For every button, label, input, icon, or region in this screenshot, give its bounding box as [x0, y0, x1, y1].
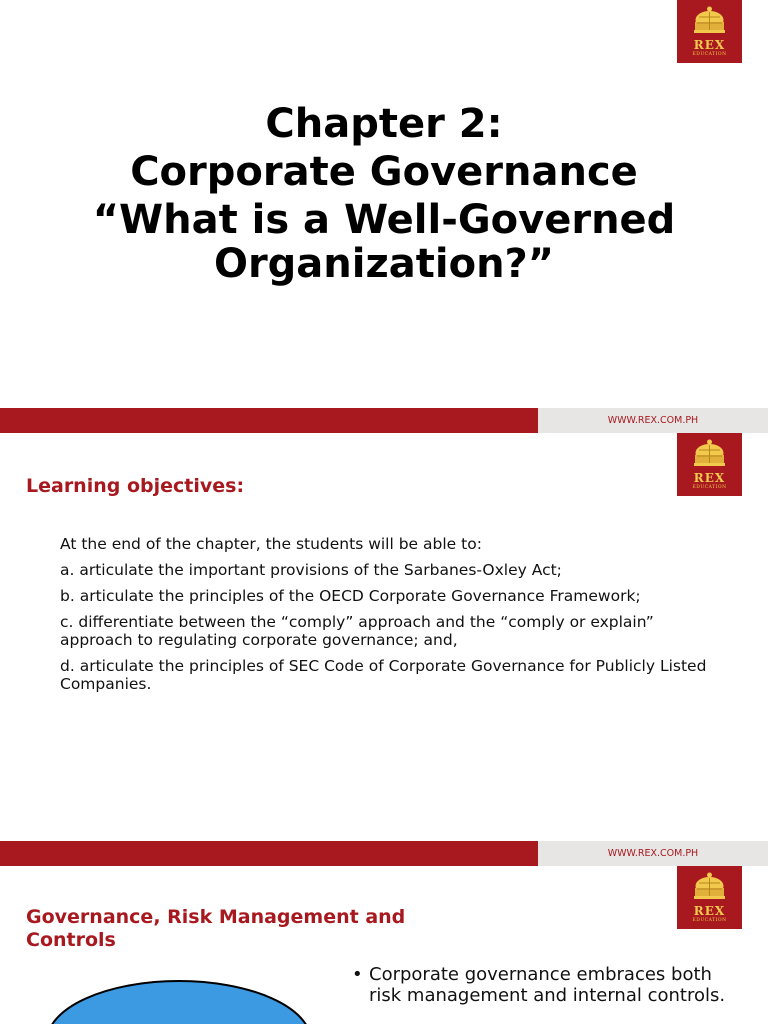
section-heading: Learning objectives:: [26, 475, 245, 497]
logo-wordmark: REX: [693, 904, 726, 918]
logo-subtext: EDUCATION: [692, 52, 727, 57]
logo-wordmark: REX: [693, 471, 726, 485]
footer-website-link[interactable]: WWW.REX.COM.PH: [607, 415, 699, 426]
logo-subtext: EDUCATION: [692, 485, 727, 490]
footer-red-bar: [0, 841, 538, 866]
slide-governance-risk: [0, 866, 768, 1024]
objective-item: b. articulate the principles of the OECD Corporate Governance Framework;: [60, 587, 641, 605]
title-line-1: Chapter 2:: [265, 101, 503, 147]
slide-learning-objectives: [0, 433, 768, 841]
footer-red-bar: [0, 408, 538, 433]
title-line-3: “What is a Well-Governed: [92, 197, 676, 243]
objective-item: c. differentiate between the “comply” approach and the “comply or explain” approach to regulating corporate governance; and,: [60, 613, 654, 649]
diagram-ellipse: [24, 966, 334, 1024]
chapter-title: [0, 100, 768, 287]
slide-title: [0, 0, 768, 408]
bullet-text: Corporate governance embraces both risk management and internal controls.: [369, 964, 726, 1006]
logo-wordmark: REX: [693, 38, 726, 52]
rex-logo: [677, 433, 742, 496]
footer-grey-bar: [538, 841, 768, 866]
section-heading: Governance, Risk Management and Controls: [26, 906, 406, 951]
footer-website-link[interactable]: WWW.REX.COM.PH: [607, 848, 699, 859]
bullet-dot: •: [352, 964, 363, 985]
objective-item: d. articulate the principles of SEC Code of Corporate Governance for Publicly Listed Companies.: [60, 657, 707, 693]
title-line-2: Corporate Governance: [130, 149, 638, 195]
logo-subtext: EDUCATION: [692, 918, 727, 923]
objectives-list: [60, 535, 720, 701]
governance-diagram: [24, 966, 334, 1024]
slide-footer: [0, 408, 768, 433]
footer-grey-bar: [538, 408, 768, 433]
objective-item: a. articulate the important provisions of the Sarbanes-Oxley Act;: [60, 561, 562, 579]
objectives-intro: At the end of the chapter, the students will be able to:: [60, 535, 482, 553]
bullet-item: [352, 964, 732, 1006]
title-line-4: Organization?”: [213, 241, 555, 287]
slide-footer: [0, 841, 768, 866]
rex-logo: [677, 0, 742, 63]
rex-logo: [677, 866, 742, 929]
